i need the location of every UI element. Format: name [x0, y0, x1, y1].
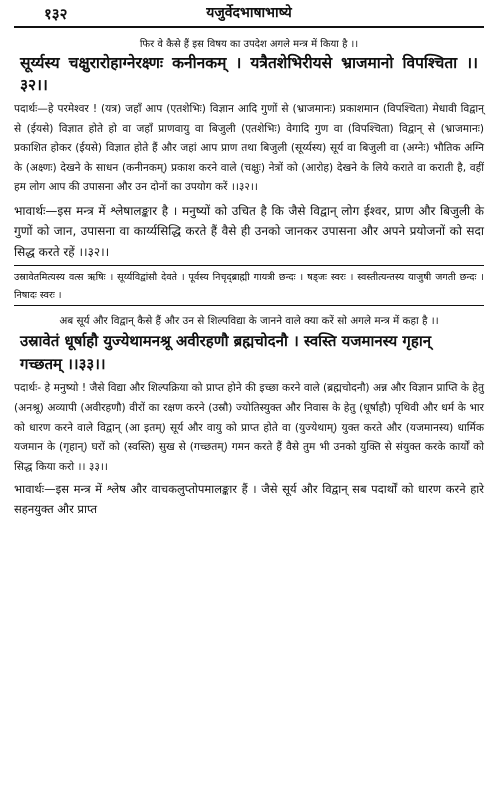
section-33-intro: अब सूर्य और विद्वान् कैसे हैं और उन से शिल्पविद्या के जानने वाले क्या करें सो अगले मन्त्र में कहा है ।। — [59, 315, 439, 328]
mantra-33-metadata: उस्रावेतमित्यस्य वत्स ऋषिः । सूर्य्यविद्वांसौ देवते । पूर्वस्य निचृद्ब्राह्मी गायत्री छन्दः । षड्जः स्वरः । स्वस्तीत्यन्तस्य याजुषी जगती छन्दः । निषादः स्वरः । — [14, 272, 484, 302]
header-rule — [14, 26, 484, 28]
section-32-intro: फिर वे कैसे हैं इस विषय का उपदेश अगले मन्त्र में किया है ।। — [139, 39, 359, 50]
padartha-32: पदार्थः—हे परमेश्वर ! (यत्र) जहाँ आप (एतशेभिः) विज्ञान आदि गुणों से (भ्राजमानः) प्रकाशमान (विपश्चिता) मेधावी विद्वान् से (ईयसे) विज्ञात होते हो वा जहाँ प्राणवायु वा बिजुली (एतशेभिः) वेगादि गुण वा (विपश्चिता) विद्वान् से (भ्राजमानः) प्रकाशित होकर (ईयसे) विज्ञात होते हैं और जहां आप प्राण तथा बिजुली (सूर्य्यस्य) सूर्य वा बिजुली वा (अग्नेः) भौतिक अग्नि के (अक्ष्णः) देखने के साधन (कनीनकम्) प्रकाश करने वाले (चक्षुः) नेत्रों को (आरोह) देखने के लिये कराते वा कराती है, वहीं हम लोग आप की उपासना और उन दोनों का उपयोग करें ।।३२।। — [14, 103, 484, 194]
mantra-32: सूर्य्यस्य चक्षुरारोहाग्नेरक्ष्णः कनीनकम् । यत्रैतशेभिरीयसे भ्राजमानो विपश्चिता ।।३२।। — [20, 54, 478, 94]
bhavartha-32: भावार्थः—इस मन्त्र में श्लेषालङ्कार है । मनुष्यों को उचित है कि जैसे विद्वान् लोग ईश्वर, प्राण और बिजुली के गुणों को जान, उपासना वा कार्य्यसिद्धि करते हैं वैसे ही उनको जानकर उपासना और अपने प्रयोजनों को सदा सिद्ध करते रहें ।।३२।। — [14, 203, 484, 259]
mantra-33: उस्रावेतं धूर्षाहौ युज्येथामनश्रू अवीरहणौ ब्रह्मचोदनौ । स्वस्ति यजमानस्य गृहान् गच्छतम् ।।३३।। — [20, 332, 432, 374]
bhavartha-33: भावार्थः—इस मन्त्र में श्लेष और वाचकलुप्तोपमालङ्कार हैं । जैसे सूर्य और विद्वान् सब पदार्थों को धारण करने हारे सहनयुक्त और प्राप्त — [14, 482, 484, 517]
padartha-33: पदार्थः- हे मनुष्यो ! जैसे विद्या और शिल्पक्रिया को प्राप्त होने की इच्छा करने वाले (ब्रह्मचोदनौ) अन्न और विज्ञान प्राप्ति के हेतु (अनश्रू) अव्यापी (अवीरहणौ) वीरों का रक्षण करने (उस्रौ) ज्योतिस्युक्त और निवास के हेतु (धूर्षाहौ) पृथिवी और धर्म के भार को धारण करने वाले विद्वान् (आ इतम्) सूर्य और वायु को प्राप्त होते वा (युज्येथाम्) युक्त करते और (यजमानस्य) धार्मिक यजमान के (गृहान्) घरों को (स्वस्ति) सुख से (गच्छतम्) गमन करते हैं वैसे तुम भी उनको युक्ति से संयुक्त करके कार्यों को सिद्ध किया करो ।। ३३।। — [14, 382, 484, 473]
meta-top-rule — [14, 265, 484, 266]
running-title: यजुर्वेदभाषाभाष्ये — [206, 5, 292, 21]
page-header — [14, 0, 484, 26]
meta-bottom-rule — [14, 305, 484, 306]
page-number: १३२ — [44, 5, 68, 23]
